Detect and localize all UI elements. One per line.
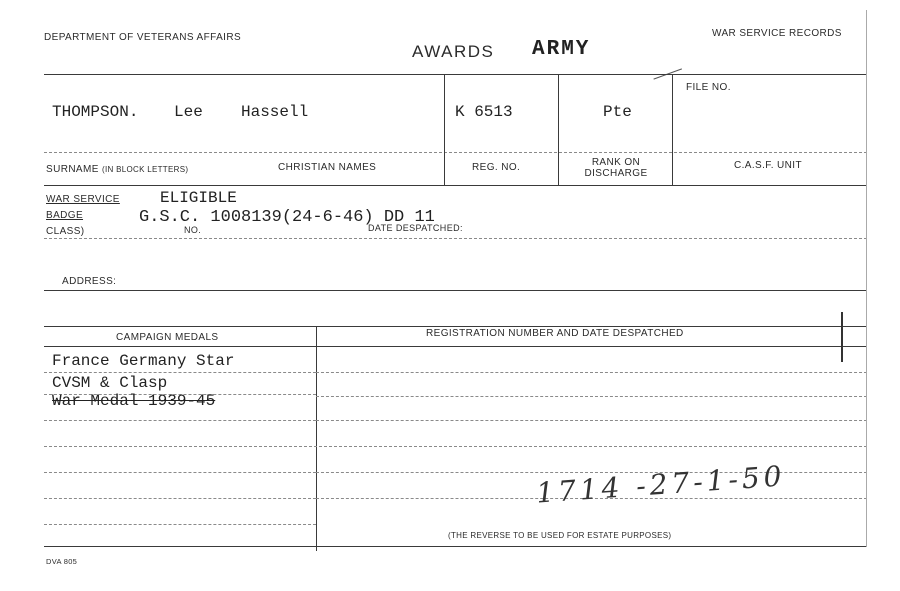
badge-entry: G.S.C. 1008139(24-6-46) DD 11 [139, 208, 435, 227]
row-divider [316, 396, 867, 397]
rank-value: Pte [603, 103, 632, 121]
campaign-medals-header: CAMPAIGN MEDALS [116, 332, 219, 343]
registration-header: REGISTRATION NUMBER AND DATE DESPATCHED [426, 328, 684, 339]
christian-name-first: Lee [174, 103, 203, 121]
christian-name-second: Hassell [241, 103, 309, 121]
service-branch: ARMY [532, 38, 591, 61]
row-divider [44, 472, 316, 473]
medal-item: War Medal 1939-45 [52, 392, 216, 410]
reg-no-label: REG. NO. [472, 162, 521, 173]
surname-label: SURNAME (IN BLOCK LETTERS) [46, 164, 189, 175]
row-divider [316, 420, 867, 421]
row-divider [44, 498, 316, 499]
handwritten-mark [841, 312, 843, 362]
department-name: DEPARTMENT OF VETERANS AFFAIRS [44, 32, 242, 43]
row-divider [44, 152, 867, 153]
war-service-label: WAR SERVICE [46, 194, 120, 205]
handwritten-registration: 1714 -27-1-50 [535, 459, 787, 510]
column-divider [444, 75, 445, 185]
row-divider [44, 238, 867, 239]
form-code: DVA 805 [46, 557, 78, 566]
surname-value: THOMPSON. [52, 103, 139, 121]
medal-item: France Germany Star [52, 352, 235, 370]
card-edge [866, 10, 867, 547]
medal-item: CVSM & Clasp [52, 374, 168, 392]
column-divider [316, 326, 317, 551]
row-divider [44, 420, 316, 421]
rank-label: RANK ON DISCHARGE [584, 157, 648, 179]
row-divider [44, 326, 867, 327]
christian-names-label: CHRISTIAN NAMES [278, 162, 377, 173]
column-divider [672, 75, 673, 185]
handwritten-mark [648, 53, 682, 79]
reverse-note: (THE REVERSE TO BE USED FOR ESTATE PURPOSES) [448, 531, 672, 540]
date-despatched-label: DATE DESPATCHED: [368, 223, 463, 233]
row-divider [44, 446, 867, 447]
bottom-border [44, 546, 867, 547]
row-divider [44, 74, 867, 75]
form-title: AWARDS [412, 42, 495, 61]
class-label: CLASS) [46, 226, 85, 237]
eligible-stamp: ELIGIBLE [160, 189, 237, 207]
row-divider [44, 524, 316, 525]
column-divider [558, 75, 559, 185]
badge-no-label: NO. [184, 225, 202, 235]
records-title: WAR SERVICE RECORDS [712, 28, 842, 39]
file-no-label: FILE NO. [686, 82, 731, 93]
row-divider [44, 346, 867, 347]
row-divider [316, 372, 867, 373]
row-divider [44, 372, 316, 373]
row-divider [44, 290, 867, 291]
unit-label: C.A.S.F. UNIT [734, 160, 802, 171]
reg-no-value: K 6513 [455, 103, 513, 121]
row-divider [44, 185, 867, 186]
address-label: ADDRESS: [62, 276, 117, 287]
badge-label: BADGE [46, 210, 84, 221]
